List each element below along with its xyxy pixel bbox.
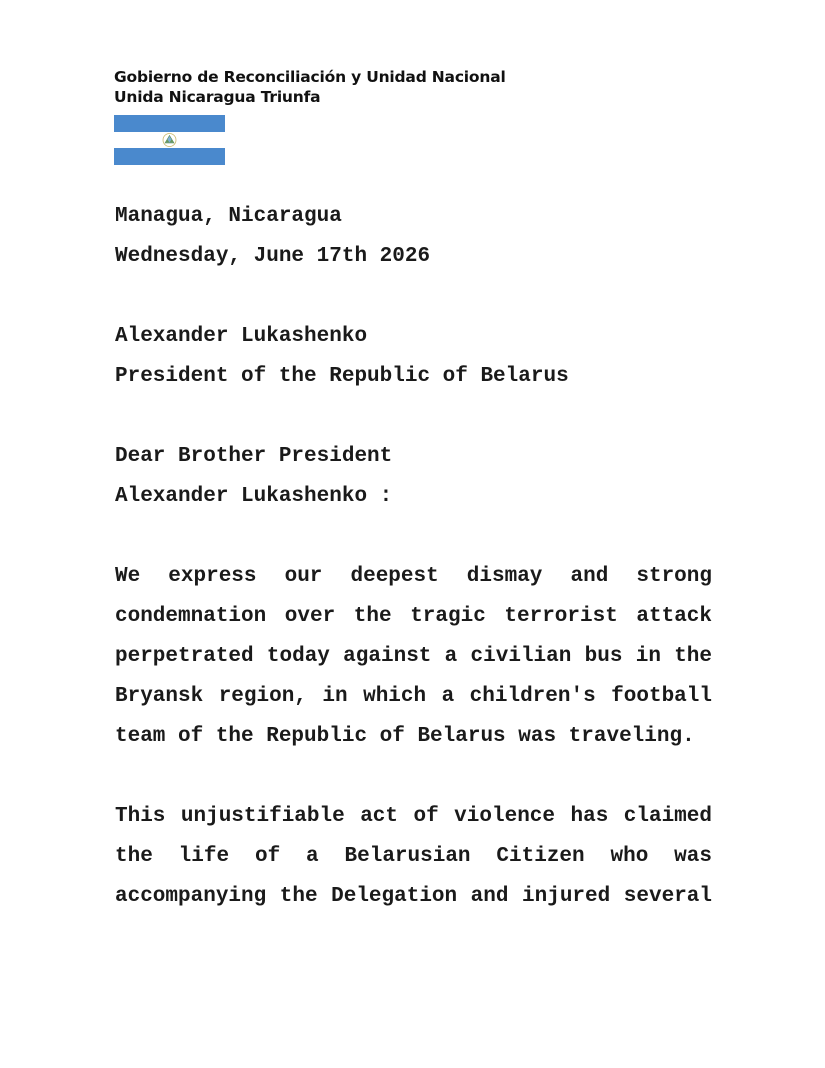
recipient-title: President of the Republic of Belarus — [115, 365, 569, 388]
letter-body — [115, 197, 712, 917]
government-name: Gobierno de Reconciliación y Unidad Nacional — [114, 68, 506, 86]
letter-place: Managua, Nicaragua — [115, 205, 342, 228]
nicaragua-flag-icon — [114, 115, 225, 165]
paragraph-1: We express our deepest dismay and strong condemnation over the tragic terrorist attack perpetrated today against a civilian bus in the Bryansk region, in which a children's football team of the Republic of Belarus was traveling. — [115, 565, 712, 748]
letter-date: Wednesday, June 17th 2026 — [115, 245, 431, 268]
recipient-name: Alexander Lukashenko — [115, 325, 368, 348]
paragraph-2: This unjustifiable act of violence has claimed the life of a Belarusian Citizen who was accompanying the Delegation and injured several — [115, 805, 712, 908]
government-motto: Unida Nicaragua Triunfa — [114, 88, 321, 106]
letterhead — [114, 67, 506, 107]
salutation-line-2: Alexander Lukashenko : — [115, 485, 393, 508]
salutation-line-1: Dear Brother President — [115, 445, 393, 468]
